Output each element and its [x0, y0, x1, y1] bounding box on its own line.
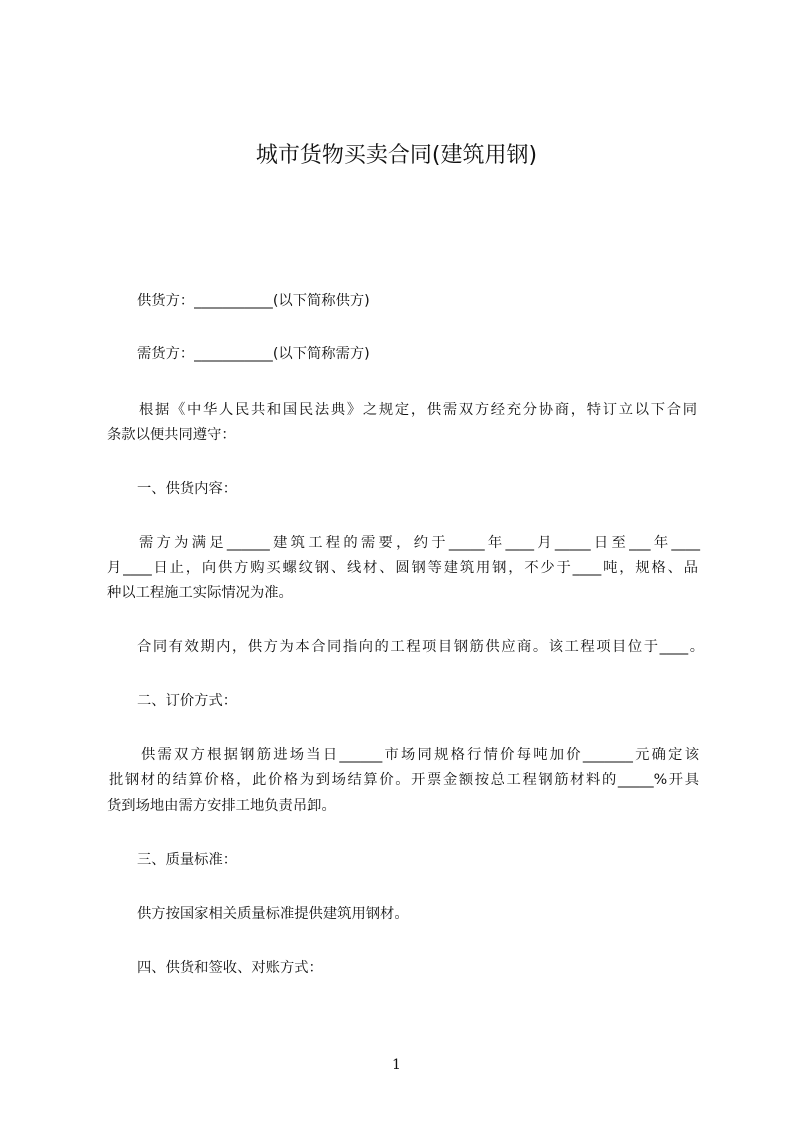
- section-2-line-1: 供需双方根据钢筋进场当日______市场同规格行情价每吨加价_______元确定该: [141, 747, 699, 763]
- section-3-line-1: 供方按国家相关质量标准提供建筑用钢材。: [137, 906, 409, 922]
- intro-line-2: 条款以便共同遵守：: [107, 427, 236, 443]
- section-1-line-4: 合同有效期内，供方为本合同指向的工程项目钢筋供应商。该工程项目位于____。: [137, 639, 704, 655]
- page-number: 1: [392, 1057, 401, 1073]
- document-title: 城市货物买卖合同(建筑用钢): [255, 143, 538, 168]
- section-2-line-2: 批钢材的结算价格，此价格为到场结算价。开票金额按总工程钢筋材料的_____%开具: [109, 772, 699, 788]
- section-1-line-2: 月____日止，向供方购买螺纹钢、线材、圆钢等建筑用钢，不少于____吨，规格、品: [107, 560, 698, 576]
- section-3-heading: 三、质量标准：: [137, 852, 238, 868]
- section-1-line-3: 种以工程施工实际情况为准。: [107, 585, 293, 601]
- intro-line-1: 根据《中华人民共和国民法典》之规定，供需双方经充分协商，特订立以下合同: [139, 402, 697, 418]
- section-2-heading: 二、订价方式：: [137, 693, 238, 709]
- section-1-heading: 一、供货内容：: [137, 481, 238, 497]
- buyer-line: 需货方：___________(以下简称需方): [137, 346, 370, 362]
- section-1-line-1: 需方为满足______建筑工程的需要，约于_____年____月_____日至___年____: [139, 535, 700, 551]
- supplier-line: 供货方：___________(以下简称供方): [137, 293, 370, 309]
- section-4-heading: 四、供货和签收、对账方式：: [137, 960, 323, 976]
- section-2-line-3: 货到场地由需方安排工地负责吊卸。: [107, 798, 336, 814]
